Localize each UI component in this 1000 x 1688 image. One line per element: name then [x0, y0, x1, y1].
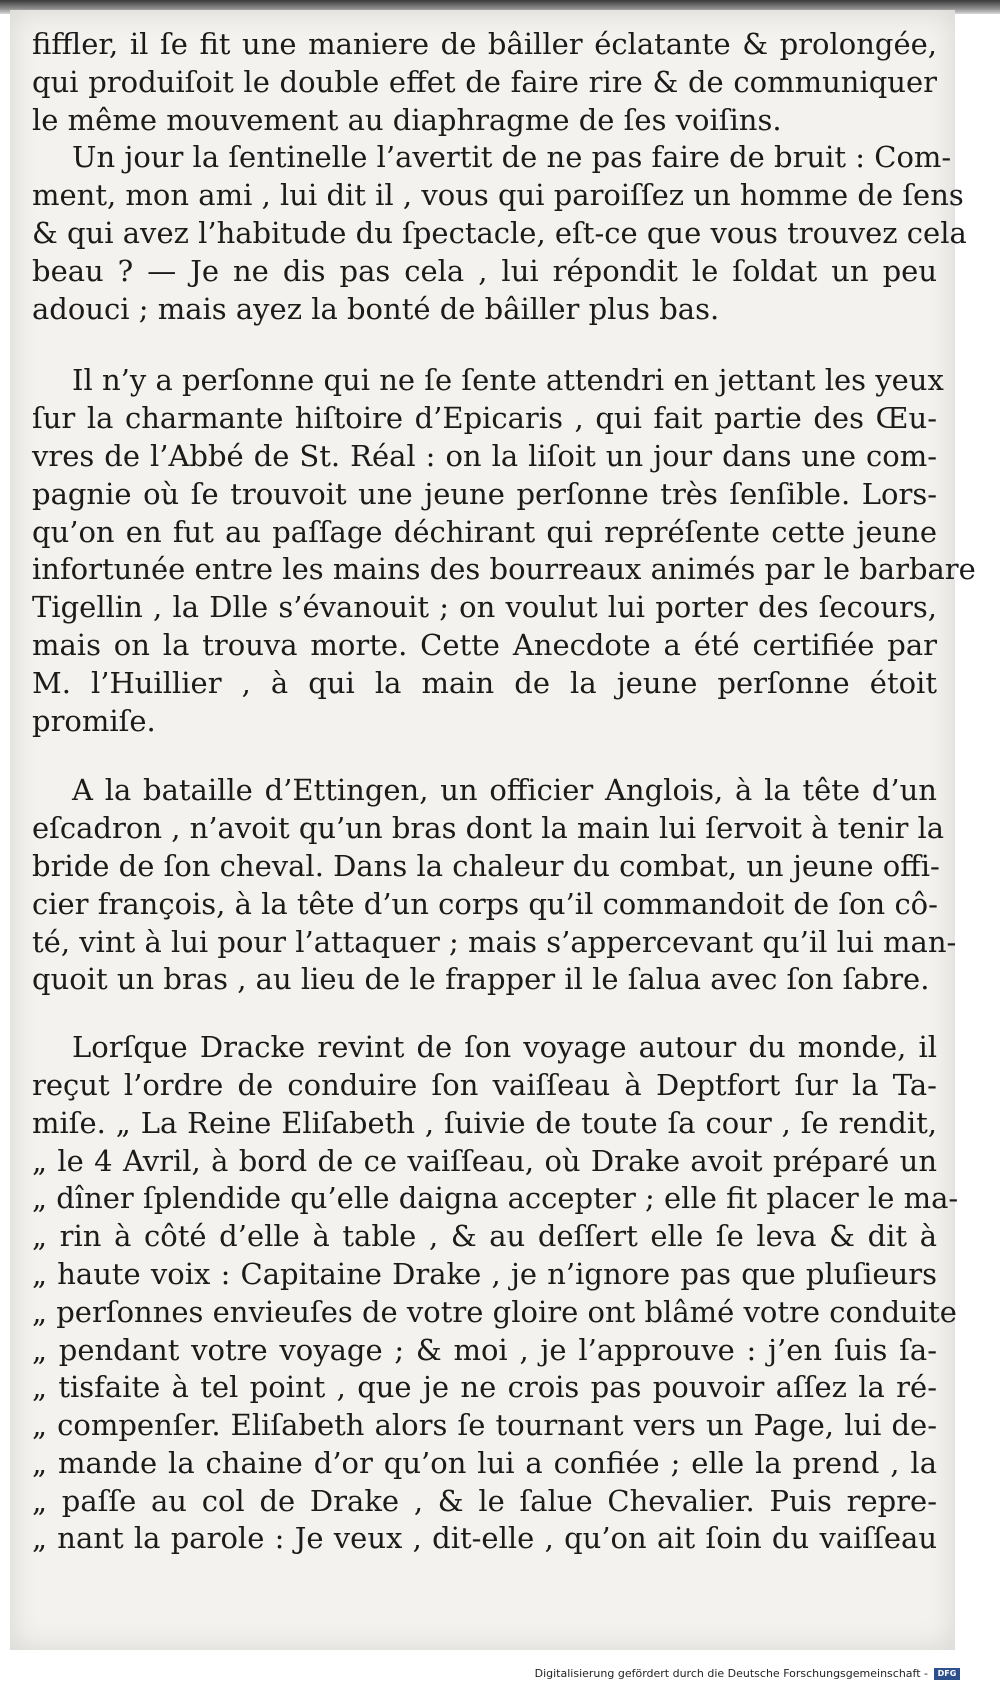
text-line: ſur la charmante hiſtoire d’Epicaris , qui fait partie des Œu-	[32, 401, 937, 436]
text-line: beau ? — Je ne dis pas cela , lui répondit le ſoldat un peu	[32, 253, 937, 288]
text-line: miſe. „ La Reine Eliſabeth , ſuivie de toute ſa cour , ſe rendit,	[32, 1105, 937, 1140]
paragraph-5	[32, 1029, 959, 1558]
book-page	[10, 10, 976, 1650]
text-line: „ nant la parole : Je veux , dit-elle , qu’on ait ſoin du vaiſſeau	[32, 1521, 937, 1556]
text-line: infortunée entre les mains des bourreaux animés par le barbare	[32, 552, 976, 587]
text-line: le même mouvement au diaphragme de ſes voiſins.	[32, 102, 782, 137]
text-line: ment, mon ami , lui dit il , vous qui paroiſſez un homme de ſens	[32, 178, 964, 213]
text-line: fiffler, il ſe fit une maniere de bâiller éclatante & prolongée,	[32, 27, 937, 61]
paragraph-1	[32, 26, 937, 139]
text-line: adouci ; mais ayez la bonté de bâiller plus bas.	[32, 291, 720, 326]
text-line: bride de ſon cheval. Dans la chaleur du combat, un jeune offi-	[32, 848, 940, 883]
text-line: Lorſque Dracke revint de ſon voyage autour du monde, il	[72, 1030, 937, 1065]
text-line: Un jour la ſentinelle l’avertit de ne pas faire de bruit : Com-	[72, 140, 952, 175]
credit-text: Digitalisierung gefördert durch die Deutsche Forschungsgemeinschaft -	[534, 1667, 928, 1680]
text-line: cier françois, à la tête d’un corps qu’il commandoit de ſon cô-	[32, 886, 938, 921]
text-line: mais on la trouva morte. Cette Anecdote a été certifiée par	[32, 627, 937, 662]
paragraph-2	[32, 139, 967, 328]
text-line: „ pendant votre voyage ; & moi , je l’approuve : j’en ſuis ſa-	[32, 1332, 937, 1367]
digitization-credit	[535, 1667, 960, 1680]
text-line: „ mande la chaine d’or qu’on lui a confiée ; elle la prend , la	[32, 1445, 937, 1480]
text-line: „ tisfaite à tel point , que je ne crois pas pouvoir aſſez la ré-	[32, 1370, 937, 1405]
text-line: qui produiſoit le double effet de faire rire & de communiquer	[32, 64, 937, 99]
text-line: „ perſonnes envieuſes de votre gloire ont blâmé votre conduite	[32, 1294, 957, 1329]
paragraph-gap	[32, 999, 937, 1029]
text-line: „ dîner ſplendide qu’elle daigna accepter ; elle fit placer le ma-	[32, 1181, 959, 1216]
text-line: A la bataille d’Ettingen, un officier Anglois, à la tête d’un	[72, 773, 937, 808]
text-line: qu’on en fut au paſſage déchirant qui repréſente cette jeune	[32, 514, 937, 549]
paragraph-gap	[32, 328, 937, 362]
paragraph-3	[32, 362, 976, 740]
text-line: Tigellin , la Dlle s’évanouit ; on voulut lui porter des ſecours,	[32, 590, 937, 625]
text-line: promiſe.	[32, 703, 156, 738]
text-line: „ compenſer. Eliſabeth alors ſe tournant vers un Page, lui de-	[32, 1408, 937, 1443]
text-line: vres de l’Abbé de St. Réal : on la liſoit un jour dans une com-	[32, 438, 937, 473]
page-text	[32, 26, 976, 1558]
text-line: „ haute voix : Capitaine Drake , je n’ignore pas que pluſieurs	[32, 1256, 937, 1291]
text-line: „ paſſe au col de Drake , & le ſalue Chevalier. Puis repre-	[32, 1483, 937, 1518]
paragraph-gap	[32, 740, 937, 772]
text-line: quoit un bras , au lieu de le frapper il le ſalua avec ſon ſabre.	[32, 962, 930, 997]
text-line: Il n’y a perſonne qui ne ſe ſente attendri en jettant les yeux	[72, 363, 944, 398]
text-line: & qui avez l’habitude du ſpectacle, eſt-ce que vous trouvez cela	[32, 215, 967, 250]
paragraph-4	[32, 772, 957, 999]
text-line: M. l’Huillier , à qui la main de la jeune perſonne étoit	[32, 665, 937, 700]
text-line: té, vint à lui pour l’attaquer ; mais s’appercevant qu’il lui man-	[32, 924, 957, 959]
dfg-logo: DFG	[934, 1668, 960, 1680]
text-line: pagnie où ſe trouvoit une jeune perſonne très ſenſible. Lors-	[32, 476, 937, 511]
text-line: „ le 4 Avril, à bord de ce vaiſſeau, où Drake avoit préparé un	[32, 1143, 937, 1178]
text-line: reçut l’ordre de conduire ſon vaiſſeau à Deptfort ſur la Ta-	[32, 1067, 937, 1102]
text-line: „ rin à côté d’elle à table , & au deſſert elle ſe leva & dit à	[32, 1219, 937, 1254]
text-line: eſcadron , n’avoit qu’un bras dont la main lui ſervoit à tenir la	[32, 811, 945, 846]
